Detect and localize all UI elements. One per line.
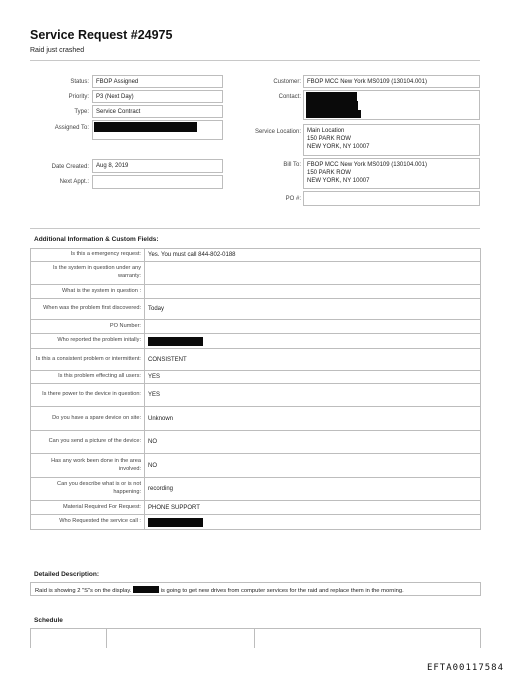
table-row (31, 384, 480, 407)
row-label: Can you send a picture of the device: (48, 438, 141, 445)
table-row (31, 515, 480, 529)
type-label: Type: (74, 109, 89, 115)
row-value (144, 334, 480, 348)
service-location-field (303, 124, 480, 156)
contact-redaction-1 (306, 92, 357, 101)
row-value (144, 262, 480, 284)
table-row (31, 407, 480, 431)
bill-to-line1: FBOP MCC New York MS0109 (130104.001) (307, 162, 427, 168)
page-title: Service Request #24975 (30, 28, 173, 42)
service-location-line3: NEW YORK, NY 10007 (307, 144, 370, 150)
bill-to-label: Bill To: (283, 162, 301, 168)
table-row (31, 262, 480, 285)
requester-redaction (148, 518, 203, 527)
section-divider (30, 228, 480, 229)
row-label: Is the system in question under any warranty: (53, 265, 141, 279)
reporter-redaction (148, 337, 203, 346)
table-row (31, 501, 480, 515)
priority-field: P3 (Next Day) (92, 90, 223, 103)
row-value: Unknown (144, 407, 480, 430)
row-value: PHONE SUPPORT (144, 501, 480, 514)
row-label: Is this a consistent problem or intermittent: (35, 355, 141, 362)
date-created-field: Aug 8, 2019 (92, 159, 223, 173)
table-row (31, 454, 480, 478)
row-value: CONSISTENT (144, 349, 480, 370)
contact-redaction-2 (306, 101, 358, 110)
date-created-label: Date Created: (51, 164, 89, 170)
table-row (31, 320, 480, 334)
bill-to-line2: 150 PARK ROW (307, 170, 351, 176)
row-label: Is this problem effecting all users: (58, 373, 141, 380)
row-label: Is there power to the device in question: (42, 391, 141, 398)
next-appt-label: Next Appt.: (59, 179, 89, 185)
contact-redaction-3 (306, 110, 361, 118)
service-location-line1: Main Location (307, 128, 345, 134)
row-label: What is the system in question : (62, 287, 141, 294)
next-appt-field (92, 175, 223, 189)
row-value: YES (144, 371, 480, 383)
additional-info-table (30, 248, 481, 530)
row-label: PO Number: (109, 322, 141, 329)
row-value: recording (144, 478, 480, 500)
customer-field: FBOP MCC New York MS0109 (130104.001) (303, 75, 480, 88)
schedule-table (30, 628, 481, 648)
row-value: Today (144, 299, 480, 319)
row-value (144, 320, 480, 333)
po-label: PO #: (285, 196, 301, 202)
service-location-line2: 150 PARK ROW (307, 136, 351, 142)
assigned-to-redaction (94, 122, 197, 132)
bill-to-line3: NEW YORK, NY 10007 (307, 178, 370, 184)
schedule-column-divider (254, 628, 255, 648)
row-label: When was the problem first discovered: (43, 305, 141, 312)
assigned-to-label: Assigned To: (54, 125, 89, 131)
table-row (31, 371, 480, 384)
po-field (303, 191, 480, 206)
row-label: Has any work been done in the area involved: (51, 457, 141, 472)
row-value: NO (144, 454, 480, 477)
row-value (144, 515, 480, 529)
row-value: NO (144, 431, 480, 453)
row-label: Who reported the problem initally: (57, 337, 141, 344)
schedule-column-divider (106, 628, 107, 648)
page-subtitle: Raid just crashed (30, 47, 85, 54)
bill-to-field (303, 158, 480, 189)
row-value (144, 285, 480, 298)
schedule-title: Schedule (34, 617, 63, 624)
table-row (31, 299, 480, 320)
row-value: Yes. You must call 844-802-0188 (144, 249, 480, 261)
contact-label: Contact: (278, 94, 301, 100)
table-row (31, 478, 480, 501)
status-label: Status: (70, 79, 89, 85)
additional-info-title: Additional Information & Custom Fields: (34, 236, 159, 243)
table-row (31, 285, 480, 299)
service-location-label: Service Location: (254, 129, 301, 135)
row-label: Do you have a spare device on site: (52, 414, 141, 421)
row-label: Material Required For Request: (62, 503, 141, 510)
table-row (31, 249, 480, 262)
detailed-description-box (30, 582, 481, 596)
description-redaction (133, 586, 159, 593)
detailed-description-title: Detailed Description: (34, 571, 100, 578)
customer-label: Customer: (273, 79, 301, 85)
description-text-after: is going to get new drives from computer services for the raid and replace them in the morning. (160, 588, 404, 594)
row-label: Who Requested the service call : (59, 518, 141, 525)
table-row (31, 334, 480, 349)
priority-label: Priority: (68, 94, 89, 100)
document-id-code: EFTA00117584 (426, 663, 504, 673)
row-label: Is this a emergency request: (70, 251, 141, 258)
description-text-before: Raid is showing 2 "S"s on the display. (35, 588, 132, 594)
row-value: YES (144, 384, 480, 406)
row-label: Can you describe what is or is not happening: (57, 481, 141, 495)
table-row (31, 349, 480, 371)
table-row (31, 431, 480, 454)
status-field: FBOP Assigned (92, 75, 223, 88)
header-divider (30, 60, 480, 61)
type-field: Service Contract (92, 105, 223, 118)
